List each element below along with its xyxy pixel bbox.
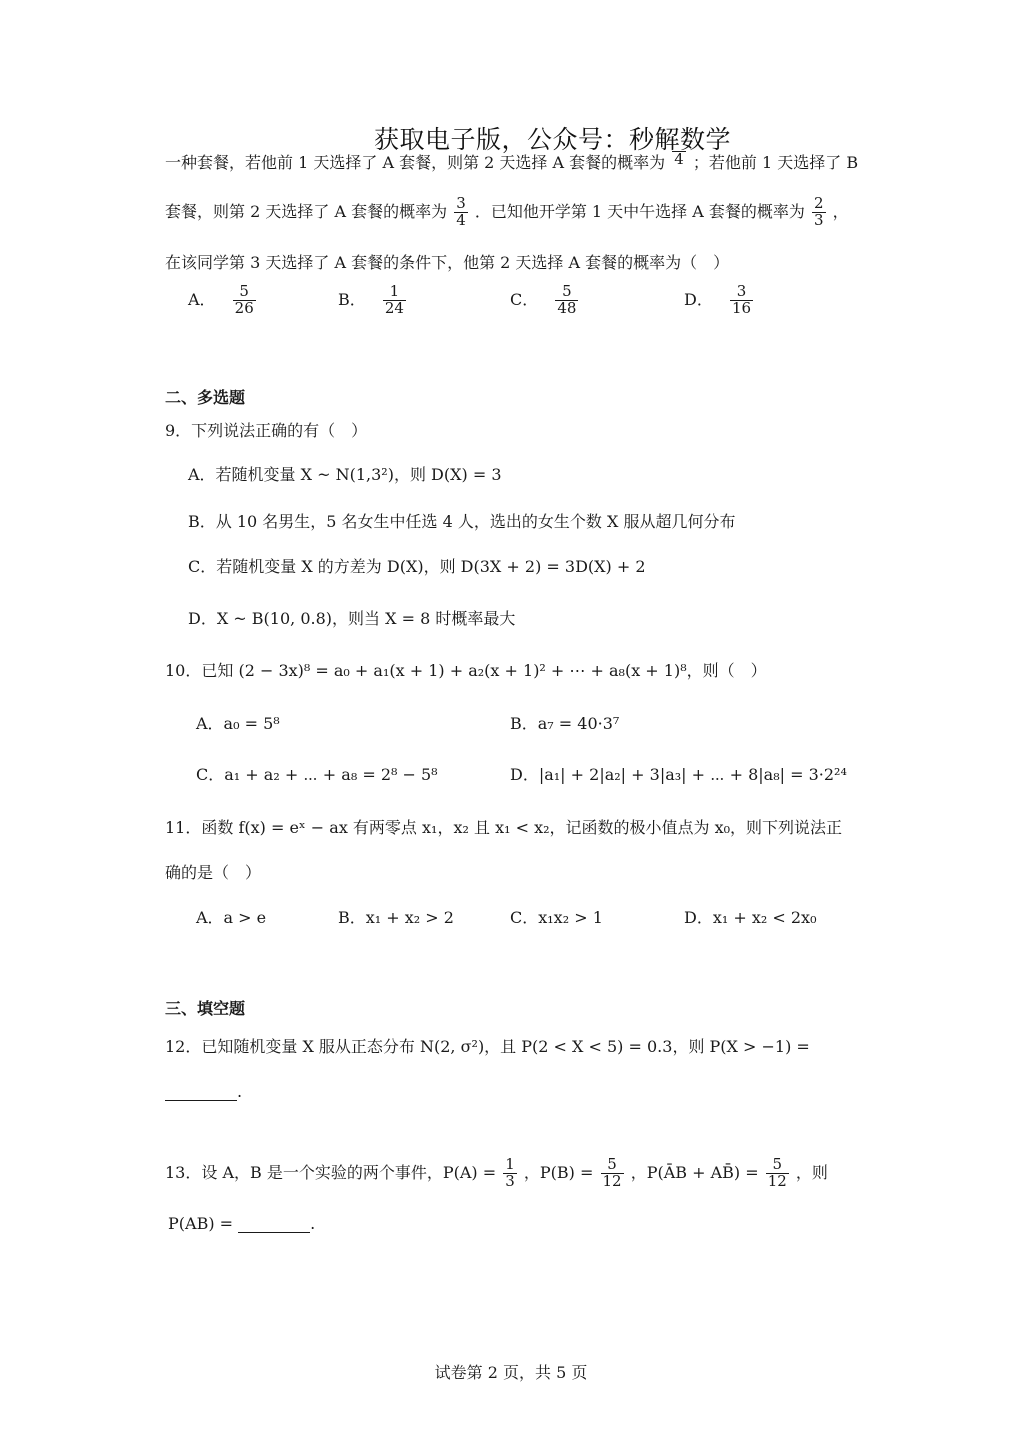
q9-option-d: D．X ~ B(10, 0.8)，则当 X = 8 时概率最大 — [188, 609, 516, 628]
q13-fraction-3-den: 12 — [767, 1171, 787, 1190]
q11-option-d: D．x₁ + x₂ < 2x₀ — [684, 908, 817, 927]
q9-option-b: B．从 10 名男生，5 名女生中任选 4 人，选出的女生个数 X 服从超几何分布 — [188, 512, 736, 531]
q9-stem: 9．下列说法正确的有（ ） — [165, 421, 368, 440]
q8-option-b-num: 1 — [383, 284, 406, 301]
q8-line1 — [165, 150, 858, 173]
q10-option-a: A．a₀ = 5⁸ — [196, 714, 280, 733]
q8-fraction-3-num: 2 — [814, 194, 824, 212]
q13-stem-a: 13．设 A，B 是一个实验的两个事件，P(A) = — [165, 1162, 497, 1182]
q11-stem-continued: 确的是（ ） — [165, 863, 262, 882]
q8-fraction-1 — [672, 151, 686, 168]
q12-end: . — [237, 1082, 243, 1101]
q11-stem: 11．函数 f(x) = eˣ − ax 有两零点 x₁，x₂ 且 x₁ < x₂，记函数的极小值点为 x₀，则下列说法正 — [165, 818, 843, 837]
q8-fraction-3 — [812, 196, 826, 229]
q13-fraction-2-num: 5 — [601, 1157, 624, 1174]
q13-fraction-2 — [601, 1157, 624, 1190]
q8-option-c-num: 5 — [555, 284, 578, 301]
q11-option-b: B．x₁ + x₂ > 2 — [338, 908, 454, 927]
q8-option-a-den: 26 — [234, 298, 254, 317]
q13-stem-d: ，则 — [795, 1162, 828, 1182]
q8-option-c-den: 48 — [557, 298, 577, 317]
q8-option-b-den: 24 — [384, 298, 404, 317]
q8-line2 — [165, 196, 849, 229]
q8-line1-text-a: 一种套餐，若他前 1 天选择了 A 套餐，则第 2 天选择 A 套餐的概率为 — [165, 153, 666, 172]
q13-fraction-2-den: 12 — [602, 1171, 622, 1190]
q8-option-d-num: 3 — [730, 284, 753, 301]
q13-fraction-1 — [503, 1157, 517, 1190]
q10-stem: 10．已知 (2 − 3x)⁸ = a₀ + a₁(x + 1) + a₂(x + 1)² + ⋯ + a₈(x + 1)⁸，则（ ） — [165, 661, 767, 680]
q8-fraction-2-den: 4 — [456, 210, 466, 229]
q8-option-d — [684, 284, 755, 317]
q8-option-c-fraction — [555, 284, 578, 317]
section-heading-multiple-choice: 二、多选题 — [165, 388, 246, 407]
q8-line1-text-b: ；若他前 1 天选择了 B — [692, 153, 859, 172]
q13-stem-b: ，P(B) = — [523, 1162, 594, 1182]
q12-answer-line — [165, 1082, 242, 1101]
watermark-text: 获取电子版，公众号：秒解数学 — [374, 125, 732, 154]
q13-end: . — [310, 1214, 316, 1233]
q8-line2-text-c: ， — [832, 201, 849, 221]
q8-option-b-letter: B． — [338, 289, 366, 309]
q8-line2-text-a: 套餐，则第 2 天选择了 A 套餐的概率为 — [165, 201, 448, 221]
q9-option-c: C．若随机变量 X 的方差为 D(X)，则 D(3X + 2) = 3D(X) + 2 — [188, 557, 646, 576]
q8-option-a — [188, 284, 258, 317]
section-heading-fill-in: 三、填空题 — [165, 999, 246, 1018]
q8-fraction-3-den: 3 — [814, 210, 824, 229]
q8-line2-text-b: ．已知他开学第 1 天中午选择 A 套餐的概率为 — [474, 201, 805, 221]
q8-option-b-fraction — [383, 284, 406, 317]
q13-line2: P(AB) = — [168, 1214, 234, 1233]
q11-option-c: C．x₁x₂ > 1 — [510, 908, 603, 927]
q13-fraction-3-num: 5 — [766, 1157, 789, 1174]
q8-fraction-1-den: 4 — [674, 150, 684, 169]
q10-option-d: D．|a₁| + 2|a₂| + 3|a₃| + ⋯ + 8|a₈| = 3·2²⁴ — [510, 765, 847, 784]
q10-option-b: B．a₇ = 40·3⁷ — [510, 714, 620, 733]
q10-option-c: C．a₁ + a₂ + ⋯ + a₈ = 2⁸ − 5⁸ — [196, 765, 438, 784]
q8-fraction-2 — [454, 196, 468, 229]
q11-option-a: A．a > e — [196, 908, 267, 927]
q8-option-a-fraction — [233, 284, 256, 317]
q13-fraction-3 — [766, 1157, 789, 1190]
q12-answer-blank[interactable] — [165, 1082, 237, 1101]
q13-stem-c: ，P(ĀB + AB̄) = — [630, 1162, 759, 1182]
q13-answer-blank[interactable] — [238, 1214, 310, 1233]
q13-fraction-1-den: 3 — [505, 1171, 515, 1190]
q13-stem — [165, 1157, 828, 1190]
page-footer: 试卷第 2 页，共 5 页 — [434, 1363, 588, 1382]
q13-answer-line — [168, 1214, 315, 1233]
q8-line3: 在该同学第 3 天选择了 A 套餐的条件下，他第 2 天选择 A 套餐的概率为（ ） — [165, 253, 730, 272]
q8-option-b — [338, 284, 408, 317]
q8-option-a-num: 5 — [233, 284, 256, 301]
q12-stem: 12．已知随机变量 X 服从正态分布 N(2, σ²)，且 P(2 < X < 5) = 0.3，则 P(X > −1) = — [165, 1037, 810, 1056]
q8-option-c — [510, 284, 580, 317]
q8-option-a-letter: A． — [188, 289, 216, 309]
q8-option-d-fraction — [730, 284, 753, 317]
q8-fraction-2-num: 3 — [456, 194, 466, 212]
q8-option-c-letter: C． — [510, 289, 539, 309]
q8-option-d-letter: D． — [684, 289, 713, 309]
q13-fraction-1-num: 1 — [505, 1155, 515, 1173]
q8-option-d-den: 16 — [731, 298, 752, 317]
q9-option-a: A．若随机变量 X ~ N(1,3²)，则 D(X) = 3 — [188, 465, 502, 484]
